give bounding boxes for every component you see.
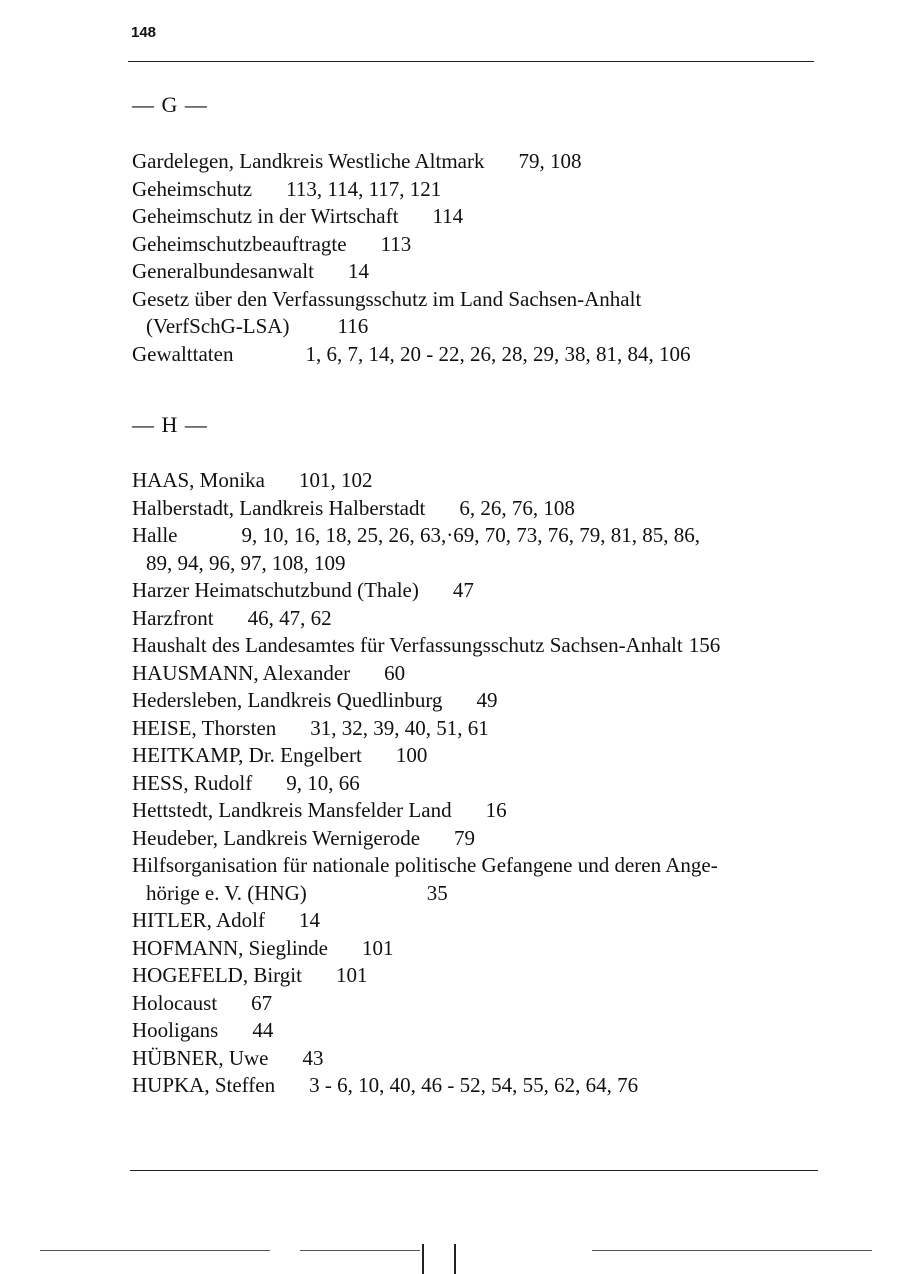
page-refs: 9, 10, 16, 18, 25, 26, 63,·69, 70, 73, 76, 79, 81, 85, 86, — [241, 523, 700, 547]
index-term: HESS, Rudolf — [132, 770, 253, 795]
page-refs: 113, 114, 117, 121 — [286, 176, 442, 201]
index-entry — [132, 825, 822, 853]
index-entry — [132, 467, 822, 495]
index-term: Gewalttaten — [132, 341, 234, 366]
index-entry — [132, 341, 822, 369]
index-entry — [132, 990, 822, 1018]
index-list-g — [132, 148, 822, 368]
index-entry — [132, 522, 822, 577]
page-refs: 43 — [302, 1045, 324, 1070]
index-entry — [132, 605, 822, 633]
page-refs: 16 — [485, 798, 507, 822]
scan-dash — [300, 1250, 420, 1251]
page-refs: 9, 10, 66 — [286, 770, 360, 795]
page-refs: 47 — [452, 578, 474, 602]
index-entry — [132, 148, 822, 176]
section-heading-h: — H — — [132, 412, 208, 437]
index-term: HOFMANN, Sieglinde — [132, 935, 329, 960]
index-entry — [132, 1045, 822, 1073]
scan-dash — [40, 1250, 270, 1251]
page-refs: 114 — [432, 204, 464, 228]
index-entry — [132, 852, 822, 907]
page-refs: 116 — [337, 314, 369, 338]
page-refs: 3 - 6, 10, 40, 46 - 52, 54, 55, 62, 64, 76 — [309, 1073, 639, 1097]
index-term: Heudeber, Landkreis Wernigerode — [132, 825, 421, 850]
index-term: HOGEFELD, Birgit — [132, 963, 302, 987]
section-heading-g: — G — — [132, 92, 208, 117]
index-entry — [132, 203, 822, 231]
page-refs-continued: 89, 94, 96, 97, 108, 109 — [146, 550, 346, 575]
index-entry — [132, 770, 822, 798]
index-entry — [132, 231, 822, 259]
page-refs: 101 — [362, 935, 394, 960]
page-refs: 49 — [476, 688, 498, 712]
index-term: HITLER, Adolf — [132, 908, 265, 932]
index-term: Hedersleben, Landkreis Quedlinburg — [132, 688, 443, 712]
index-term: Gesetz über den Verfassungsschutz im Land Sachsen-Anhalt — [132, 286, 642, 311]
page-refs: 113 — [380, 231, 412, 256]
index-term: Geheimschutzbeauftragte — [132, 231, 347, 256]
index-term-continued: (VerfSchG-LSA) — [146, 314, 290, 338]
index-entry — [132, 687, 822, 715]
footer-rule — [130, 1170, 818, 1171]
page-refs: 14 — [298, 908, 320, 932]
index-entry — [132, 935, 822, 963]
index-entry — [132, 632, 822, 660]
index-term: Geheimschutz in der Wirtschaft — [132, 204, 399, 228]
index-term: Hooligans — [132, 1018, 219, 1042]
page-refs: 35 — [426, 880, 448, 905]
index-entry — [132, 286, 822, 341]
index-term: Harzfront — [132, 605, 214, 630]
page-refs: 1, 6, 7, 14, 20 - 22, 26, 28, 29, 38, 81, 84, 106 — [305, 341, 691, 366]
index-term: Geheimschutz — [132, 176, 253, 201]
index-entry — [132, 907, 822, 935]
index-entry — [132, 1072, 822, 1100]
index-term: Hettstedt, Landkreis Mansfelder Land — [132, 798, 452, 822]
page-refs: 14 — [347, 259, 369, 283]
index-entry — [132, 495, 822, 523]
scan-bar — [422, 1244, 424, 1274]
index-entry — [132, 1017, 822, 1045]
index-term: HEITKAMP, Dr. Engelbert — [132, 743, 362, 767]
page-refs: 79, 108 — [518, 149, 582, 173]
scan-dash — [592, 1250, 872, 1251]
page-refs: 79 — [454, 825, 476, 850]
index-term-continued: hörige e. V. (HNG) — [146, 880, 307, 905]
page-refs: 67 — [251, 990, 273, 1015]
index-term: Hilfsorganisation für nationale politische Gefangene und deren Ange- — [132, 853, 718, 877]
scan-artifacts — [0, 1228, 900, 1274]
index-entry — [132, 962, 822, 990]
index-term: HUPKA, Steffen — [132, 1073, 276, 1097]
index-term: HAUSMANN, Alexander — [132, 660, 351, 685]
index-entry — [132, 742, 822, 770]
index-entry — [132, 797, 822, 825]
index-term: HÜBNER, Uwe — [132, 1045, 269, 1070]
index-term: HEISE, Thorsten — [132, 715, 277, 740]
page-number: 148 — [131, 24, 157, 41]
header-rule — [128, 61, 814, 62]
page-refs: 60 — [384, 660, 406, 685]
page-refs: 100 — [395, 743, 428, 767]
index-term: Halle — [132, 523, 178, 547]
page-refs: 101, 102 — [299, 468, 373, 492]
page-refs: 31, 32, 39, 40, 51, 61 — [310, 715, 489, 740]
index-term: Holocaust — [132, 990, 218, 1015]
index-entry — [132, 258, 822, 286]
page-refs: 46, 47, 62 — [247, 605, 332, 630]
index-entry — [132, 577, 822, 605]
index-term: Gardelegen, Landkreis Westliche Altmark — [132, 149, 485, 173]
page-refs: 101 — [335, 963, 368, 987]
index-term: Haushalt des Landesamtes für Verfassungsschutz Sachsen-Anhalt — [132, 633, 683, 657]
page-refs: 6, 26, 76, 108 — [459, 495, 575, 520]
index-entry — [132, 715, 822, 743]
index-term: Generalbundesanwalt — [132, 259, 314, 283]
index-list-h — [132, 467, 822, 1100]
scan-bar — [454, 1244, 456, 1274]
index-entry — [132, 176, 822, 204]
index-term: Harzer Heimatschutzbund (Thale) — [132, 578, 419, 602]
index-term: HAAS, Monika — [132, 468, 266, 492]
page-refs: 44 — [252, 1018, 274, 1042]
index-entry — [132, 660, 822, 688]
page-refs: 156 — [688, 633, 721, 657]
index-term: Halberstadt, Landkreis Halberstadt — [132, 495, 426, 520]
